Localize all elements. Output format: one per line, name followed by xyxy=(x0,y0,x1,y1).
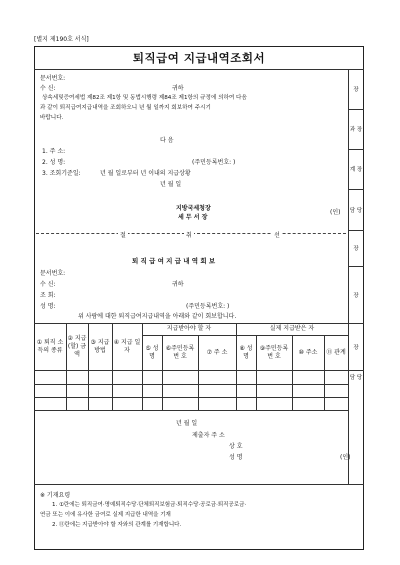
request-body-line2: 과 같이 퇴직급여지급내역을 조회하오니 년 월 일까지 회보하여 주시기 xyxy=(40,105,211,111)
request-seal: (인) xyxy=(330,209,341,216)
side-box-jang2: 장 xyxy=(353,246,359,252)
notes-title: ※ 기재요령 xyxy=(40,492,71,499)
request-office-line2: 세 무 서 장 xyxy=(178,214,208,221)
request-item-address: 1. 주 소: xyxy=(42,148,66,155)
table-row-line xyxy=(34,384,348,385)
request-item-name: 2. 성 명: xyxy=(42,159,66,166)
col-header-amount: ② 지급(할) 금액 xyxy=(67,335,87,358)
col-header-income-type: ① 퇴직 소득의 종류 xyxy=(36,339,64,354)
note-1: 1. ①란에는 퇴직금여·명예퇴직수당·단체퇴직보험금·퇴직수당·공로금·퇴직공로금· xyxy=(52,502,247,508)
reply-name: 성 명: xyxy=(40,303,56,310)
col-header-actual-address: ⑩ 주소 xyxy=(298,349,318,356)
note-1b: 연금 또는 이에 유사한 금여로 실제 지급한 내역을 기재 xyxy=(40,512,171,518)
title-divider xyxy=(34,69,364,70)
side-box-gyejang: 계 장 xyxy=(349,167,363,173)
col-header-method: ③ 지급 방법 xyxy=(90,339,110,354)
reply-recipient-suffix: 귀하 xyxy=(172,281,184,288)
col-header-payee-name: ⑤ 성명 xyxy=(145,345,159,360)
side-box-jang4: 장 xyxy=(353,344,359,351)
note-2: 2. ⑪란에는 지급받아야 할 자와의 관계를 기재합니다. xyxy=(52,522,182,528)
table-row-line xyxy=(34,410,348,411)
col-header-actual-id: ⑨주민등록 번 호 xyxy=(259,345,289,360)
col-header-actual-name: ⑧ 성명 xyxy=(239,345,253,360)
footer-seal: (인) xyxy=(340,454,351,461)
form-title: 퇴직급여 지급내역조회서 xyxy=(132,50,266,65)
side-box-damdang: 담 당 xyxy=(349,207,363,214)
col-header-relation: ⑪ 관계 xyxy=(326,349,346,356)
table-row-line xyxy=(34,397,348,398)
form-number: [별지 제190호 서식] xyxy=(34,36,89,43)
form-frame xyxy=(34,46,364,550)
group-header-actual: 실제 지급받은 자 xyxy=(269,325,315,332)
cut-line-label-left: 절 xyxy=(120,232,126,239)
request-recipient: 수 신: xyxy=(40,85,56,92)
table-group-line xyxy=(142,335,348,336)
reply-title: 퇴 직 급 여 지 급 내 역 회 보 xyxy=(132,257,216,265)
reply-body: 위 사람에 대한 퇴직급여지급내역을 아래와 같이 회보합니다. xyxy=(78,313,237,320)
col-header-payee-id: ⑥주민등록 번 호 xyxy=(165,345,195,360)
side-box-damdang2: 담 당 xyxy=(349,375,363,381)
footer-reporter-address: 제출자 주 소 xyxy=(192,432,225,439)
reply-doc-no: 문서번호: xyxy=(40,270,66,277)
reply-subject: 조 회: xyxy=(40,292,56,299)
group-header-payee: 지급받아야 할 자 xyxy=(166,325,212,332)
reply-recipient: 수 신: xyxy=(40,281,56,288)
side-box-jang3: 장 xyxy=(353,292,359,299)
side-box-gwajang: 과 장 xyxy=(349,127,363,133)
request-da-eum: 다 음 xyxy=(160,137,174,144)
footer-date: 년 월 일 xyxy=(176,420,198,427)
request-item-id: (주민등록번호: ) xyxy=(192,159,236,166)
col-header-payee-address: ⑦ 주 소 xyxy=(206,349,228,356)
request-recipient-suffix: 귀하 xyxy=(172,85,184,92)
request-body-line1: 상속세및증여세법 제82조 제1항 및 동법시행령 제84조 제1항의 규정에 의하여 다음 xyxy=(42,95,247,101)
request-doc-no: 문서번호: xyxy=(40,75,66,82)
footer-top-line xyxy=(34,484,364,485)
request-item-date: 년 월 일 xyxy=(160,181,182,188)
request-body-line3: 바랍니다. xyxy=(40,115,64,121)
reply-id: (주민등록번호: ) xyxy=(186,303,230,310)
side-box-jang: 장 xyxy=(353,87,359,93)
table-header-bottom xyxy=(34,370,348,371)
cut-line-label-middle: 취 xyxy=(186,232,192,239)
request-item-date-label: 3. 조회기준일: xyxy=(42,170,81,177)
cut-line-label-right: 선 xyxy=(274,232,280,239)
col-header-date: ④ 지급 일자 xyxy=(113,339,141,354)
footer-reporter-name: 성 명 xyxy=(229,454,243,461)
request-office-line1: 지방국세청장 xyxy=(176,205,211,212)
footer-reporter-company: 상 호 xyxy=(229,443,243,450)
request-item-date-range: 년 월 일로부터 년 이내의 지급상황 xyxy=(100,170,191,177)
